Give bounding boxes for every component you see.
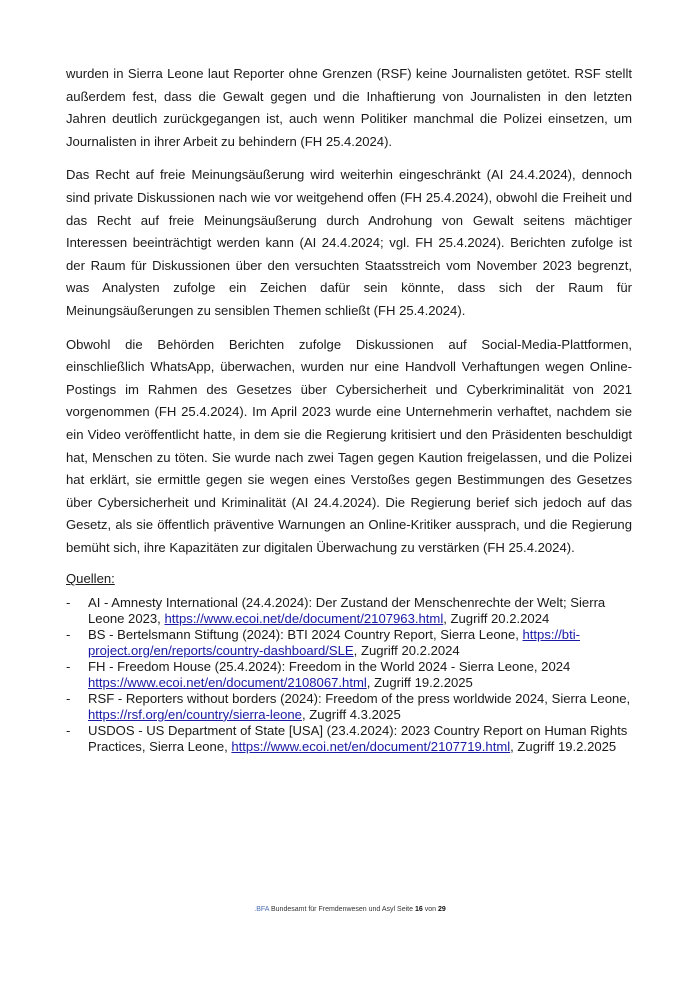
source-access-date: , Zugriff 19.2.2025	[510, 738, 617, 754]
source-access-date: , Zugriff 20.2.2024	[353, 642, 460, 658]
footer-agency-text: Bundesamt für Fremdenwesen und Asyl Seite	[269, 906, 415, 913]
body-paragraph: Obwohl die Behörden Berichten zufolge Diskussionen auf Social-Media-Plattformen, einschließlich WhatsApp, überwachen, wurden nur eine Handvoll Verhaftungen wegen Online-Postings im Rahmen des Gesetzes über Cybersicherheit und Cyberkriminalität von 2021 vorgenommen (FH 25.4.2024). Im April 2023 wurde eine Unternehmerin verhaftet, nachdem sie ein Video veröffentlicht hatte, in dem sie die Regierung kritisiert und den Präsidenten beschuldigt hat, Menschen zu töten. Sie wurde nach zwei Tagen gegen Kaution freigelassen, und die Polizei hat erklärt, sie ermittle gegen sie wegen eines Verstoßes gegen Bestimmungen des Gesetzes über Cybersicherheit und Kriminalität (AI 24.4.2024). Die Regierung berief sich jedoch auf das Gesetz, als sie öffentlich präventive Warnungen an Online-Kritiker aussprach, und die Regierung bemüht sich, ihre Kapazitäten zur digitalen Überwachung zu verstärken (FH 25.4.2024).	[66, 336, 632, 555]
source-access-date: , Zugriff 20.2.2024	[443, 610, 550, 626]
source-item	[66, 723, 632, 754]
source-item	[66, 691, 632, 722]
source-link[interactable]: https://www.ecoi.net/en/document/2108067.html	[88, 674, 367, 690]
list-dash: -	[66, 723, 71, 739]
bfa-logo: .BFA	[254, 906, 270, 913]
footer-of-label: von	[422, 906, 438, 913]
document-page	[66, 63, 632, 755]
source-item	[66, 595, 632, 626]
source-citation: AI - Amnesty International (24.4.2024): Der Zustand der Menschenrechte der Welt; Sierra Leone 2023,	[88, 595, 606, 626]
source-link[interactable]: https://bti-project.org/en/reports/country-dashboard/SLE	[88, 627, 580, 658]
source-citation: USDOS - US Department of State [USA] (23.4.2024): 2023 Country Report on Human Rights Practices, Sierra Leone,	[88, 723, 628, 754]
list-dash: -	[66, 595, 71, 611]
body-paragraph: Das Recht auf freie Meinungsäußerung wird weiterhin eingeschränkt (AI 24.4.2024), dennoch sind private Diskussionen nach wie vor weitgehend offen (FH 25.4.2024), obwohl die Freiheit und das Recht auf freie Meinungsäußerung durch Androhung von Gewalt seitens mächtiger Interessen beeinträchtigt werden kann (AI 24.4.2024; vgl. FH 25.4.2024). Berichten zufolge ist der Raum für Diskussionen über den versuchten Staatsstreich vom November 2023 begrenzt, was Analysten zufolge ein Zeichen dafür sein könnte, dass sich der Raum für Meinungsäußerungen zu sensiblen Themen schließt (FH 25.4.2024).	[66, 167, 632, 318]
body-paragraph: wurden in Sierra Leone laut Reporter ohne Grenzen (RSF) keine Journalisten getötet. RSF stellt außerdem fest, dass die Gewalt gegen und die Inhaftierung von Journalisten in den letzten Jahren deutlich zurückgegangen ist, auch wenn Politiker manchmal die Polizei einsetzen, um Journalisten in ihrer Arbeit zu behindern (FH 25.4.2024).	[66, 66, 632, 149]
sources-list	[66, 595, 632, 754]
list-dash: -	[66, 659, 71, 675]
source-item	[66, 659, 632, 690]
list-dash: -	[66, 691, 71, 707]
list-dash: -	[66, 627, 71, 643]
source-citation: RSF - Reporters without borders (2024): Freedom of the press worldwide 2024, Sierra Leone,	[88, 691, 631, 707]
source-access-date: , Zugriff 4.3.2025	[301, 706, 401, 722]
source-link[interactable]: https://www.ecoi.net/en/document/2107719.html	[231, 738, 511, 754]
current-page-number: 16	[414, 906, 423, 913]
source-item	[66, 627, 632, 658]
sources-heading: Quellen:	[66, 571, 115, 587]
source-access-date: , Zugriff 19.2.2025	[366, 674, 473, 690]
source-citation: BS - Bertelsmann Stiftung (2024): BTI 2024 Country Report, Sierra Leone,	[88, 627, 523, 643]
source-link[interactable]: https://rsf.org/en/country/sierra-leone	[88, 706, 302, 722]
page-footer	[0, 906, 700, 913]
source-link[interactable]: https://www.ecoi.net/de/document/2107963.html	[164, 610, 444, 626]
total-page-count: 29	[437, 906, 446, 913]
source-citation: FH - Freedom House (25.4.2024): Freedom in the World 2024 - Sierra Leone, 2024	[88, 659, 571, 675]
